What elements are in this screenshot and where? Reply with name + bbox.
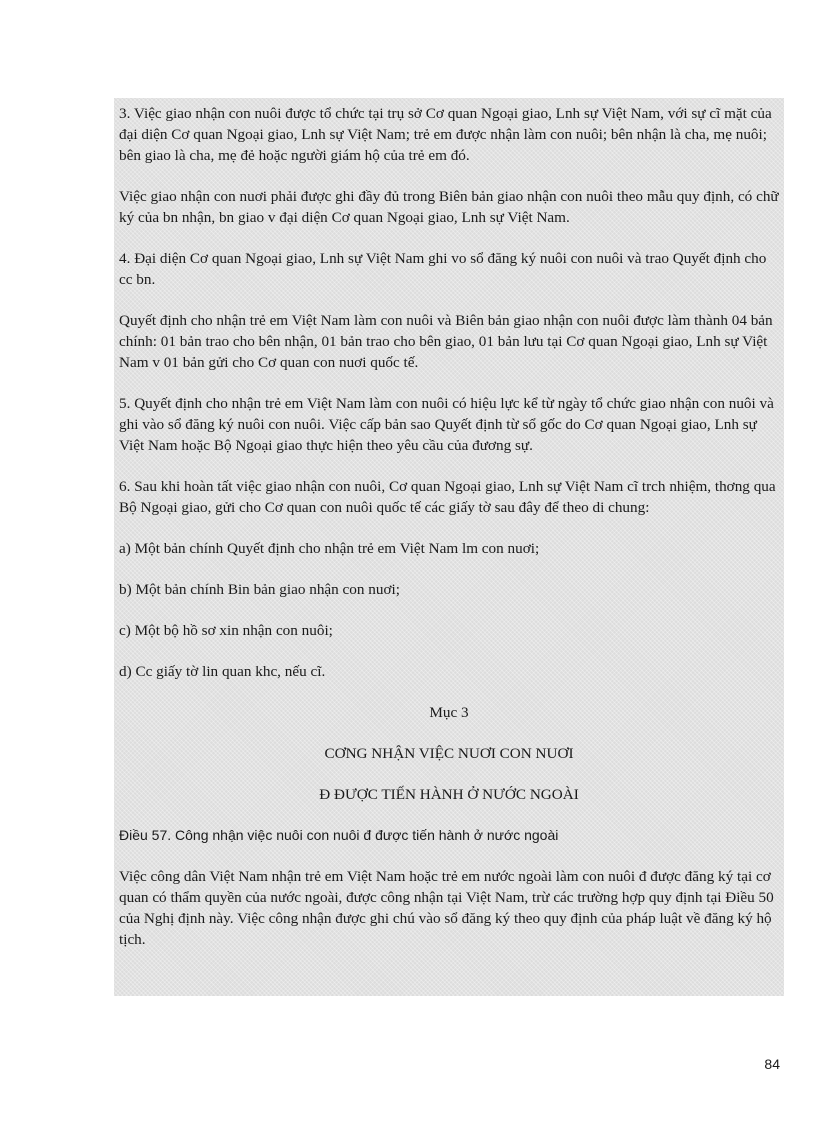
page-number: 84	[764, 1056, 780, 1072]
article-title: Điều 57. Công nhận việc nuôi con nuôi đ được tiến hành ở nước ngoài	[119, 827, 559, 843]
paragraph-3: 3. Việc giao nhận con nuôi được tổ chức tại trụ sở Cơ quan Ngoại giao, Lnh sự Việt Nam, với sự cĩ mặt của đại diện Cơ quan Ngoại giao, Lnh sự Việt Nam; trẻ em được nhận làm con nuôi; bên nhận là cha, mẹ nuôi; bên giao là cha, mẹ đẻ hoặc người giám hộ của trẻ em đó.	[119, 105, 772, 164]
list-item-c: c) Một bộ hồ sơ xin nhận con nuôi;	[119, 622, 333, 639]
section-label: Mục 3	[429, 704, 469, 721]
document-body	[119, 103, 779, 970]
paragraph-6: 6. Sau khi hoàn tất việc giao nhận con nuôi, Cơ quan Ngoại giao, Lnh sự Việt Nam cĩ trch nhiệm, thơng qua Bộ Ngoại giao, gửi cho Cơ quan con nuôi quốc tế các giấy tờ sau đây để theo di chung:	[119, 478, 776, 516]
section-title-line-1: CƠNG NHẬN VIỆC NUƠI CON NUƠI	[324, 745, 574, 762]
section-title-line-2: Đ ĐƯỢC TIẾN HÀNH Ở NƯỚC NGOÀI	[319, 786, 579, 803]
paragraph-5: 5. Quyết định cho nhận trẻ em Việt Nam làm con nuôi có hiệu lực kể từ ngày tổ chức giao nhận con nuôi và ghi vào sổ đăng ký nuôi con nuôi. Việc cấp bản sao Quyết định từ sổ gốc do Cơ quan Ngoại giao, Lnh sự Việt Nam hoặc Bộ Ngoại giao thực hiện theo yêu cầu của đương sự.	[119, 395, 774, 454]
paragraph-article-57: Việc công dân Việt Nam nhận trẻ em Việt Nam hoặc trẻ em nước ngoài làm con nuôi đ được đăng ký tại cơ quan có thẩm quyền của nước ngoài, được công nhận tại Việt Nam, trừ các trường hợp quy định tại Điều 50 của Nghị định này. Việc công nhận được ghi chú vào sổ đăng ký theo quy định của pháp luật về đăng ký hộ tịch.	[119, 868, 774, 948]
paragraph-quyet-dinh-copies: Quyết định cho nhận trẻ em Việt Nam làm con nuôi và Biên bản giao nhận con nuôi được làm thành 04 bản chính: 01 bản trao cho bên nhận, 01 bản trao cho bên giao, 01 bản lưu tại Cơ quan Ngoại giao, Lnh sự Việt Nam v 01 bản gửi cho Cơ quan con nuơi quốc tế.	[119, 312, 773, 371]
list-item-b: b) Một bản chính Bin bản giao nhận con nuơi;	[119, 581, 400, 598]
paragraph-giao-nhan-record: Việc giao nhận con nuơi phải được ghi đầy đủ trong Biên bản giao nhận con nuôi theo mẫu quy định, có chữ ký của bn nhận, bn giao v đại diện Cơ quan Ngoại giao, Lnh sự Việt Nam.	[119, 188, 779, 226]
list-item-a: a) Một bản chính Quyết định cho nhận trẻ em Việt Nam lm con nuơi;	[119, 540, 540, 557]
list-item-d: d) Cc giấy tờ lin quan khc, nếu cĩ.	[119, 663, 326, 680]
paragraph-4: 4. Đại diện Cơ quan Ngoại giao, Lnh sự Việt Nam ghi vo sổ đăng ký nuôi con nuôi và trao Quyết định cho cc bn.	[119, 250, 767, 288]
